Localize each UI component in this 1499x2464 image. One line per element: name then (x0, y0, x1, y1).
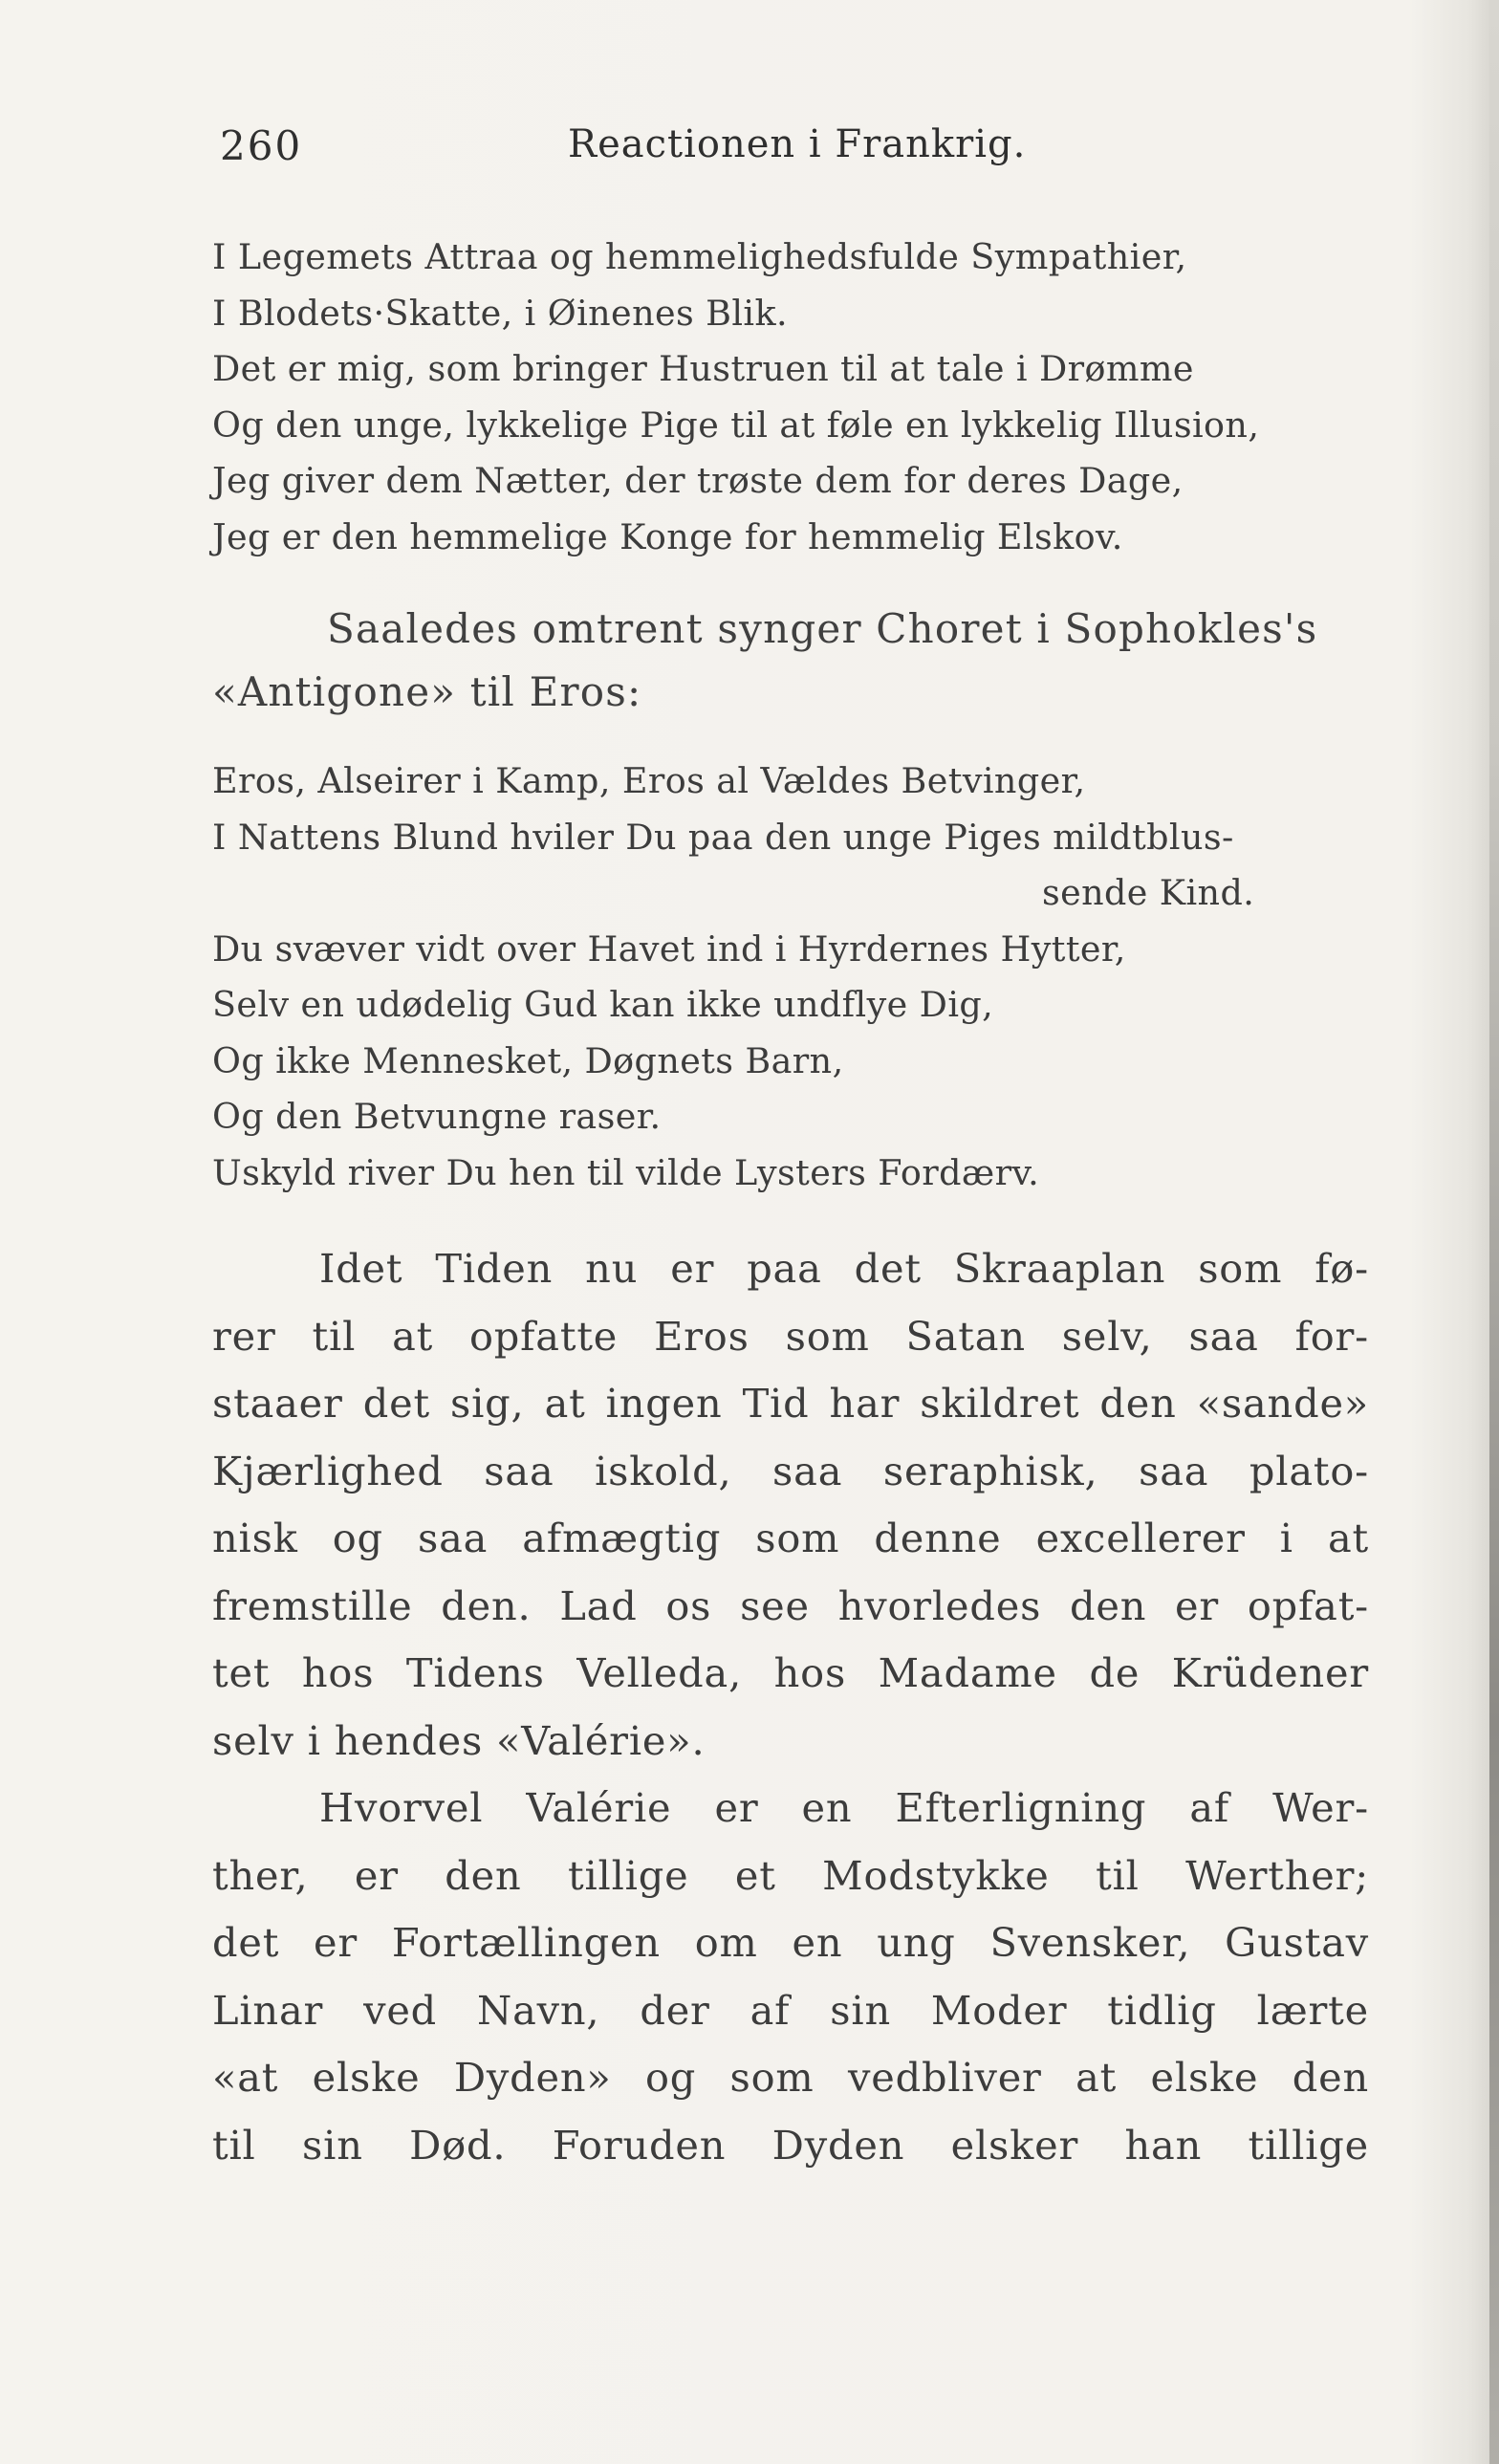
page-edge-shadow (1489, 0, 1499, 2464)
prose-line: staaer det sig, at ingen Tid har skildret den «sande» (212, 1380, 1369, 1427)
poem-line: Uskyld river Du hen til vilde Lysters Fordærv. (212, 1151, 1040, 1193)
poem-line: Og ikke Mennesket, Døgnets Barn, (212, 1039, 844, 1081)
poem-line-continuation: sende Kind. (1042, 872, 1255, 913)
poem-stanza-1 (212, 229, 1369, 565)
intro-paragraph (212, 598, 1369, 724)
page-header (212, 117, 1369, 184)
poem-line: Du svæver vidt over Havet ind i Hyrdernes Hytter, (212, 927, 1126, 970)
prose-line: nisk og saa afmægtig som denne excellerer i at (212, 1515, 1369, 1561)
poem-line: Og den unge, lykkelige Pige til at føle en lykkelig Illusion, (212, 403, 1260, 446)
poem-line: Selv en udødelig Gud kan ikke undflye Dig, (212, 984, 994, 1025)
running-head: Reactionen i Frankrig. (568, 122, 1027, 166)
prose-line: selv i hendes «Valérie». (212, 1716, 706, 1764)
poem-line: Det er mig, som bringer Hustruen til at tale i Drømme (212, 348, 1194, 389)
prose-line: Hvorvel Valérie er en Efterligning af Wer- (319, 1784, 1369, 1831)
prose-line: «at elske Dyden» og som vedbliver at elske den (212, 2054, 1369, 2101)
poem-line: Og den Betvungne raser. (212, 1096, 662, 1137)
prose-paragraph-1 (212, 1235, 1369, 1775)
prose-line: tet hos Tidens Velleda, hos Madame de Krüdener (212, 1649, 1369, 1696)
prose-line: rer til at opfatte Eros som Satan selv, saa for- (212, 1312, 1369, 1360)
poem-line: Eros, Alseirer i Kamp, Eros al Vældes Betvinger, (212, 760, 1086, 801)
poem-line: I Nattens Blund hviler Du paa den unge Piges mildtblus- (212, 816, 1234, 858)
page-number: 260 (220, 122, 303, 169)
prose-line: ther, er den tillige et Modstykke til Werther; (212, 1851, 1369, 1899)
intro-line: «Antigone» til Eros: (212, 668, 642, 715)
poem-stanza-2 (212, 753, 1369, 1201)
prose-line: fremstille den. Lad os see hvorledes den er opfat- (212, 1581, 1369, 1629)
prose-line: Idet Tiden nu er paa det Skraaplan som fø- (319, 1245, 1369, 1292)
poem-line: I Blodets·Skatte, i Øinenes Blik. (212, 292, 788, 334)
prose-paragraph-2 (212, 1775, 1369, 2179)
prose-line: Kjærlighed saa iskold, saa seraphisk, saa plato- (212, 1447, 1369, 1494)
prose-line: til sin Død. Foruden Dyden elsker han tillige (212, 2121, 1369, 2169)
intro-line: Saaledes omtrent synger Choret i Sophokles's (327, 605, 1318, 652)
poem-line: Jeg giver dem Nætter, der trøste dem for deres Dage, (212, 460, 1184, 501)
poem-line: Jeg er den hemmelige Konge for hemmelig Elskov. (212, 515, 1123, 557)
prose-line: det er Fortællingen om en ung Svensker, Gustav (212, 1919, 1369, 1966)
poem-line: I Legemets Attraa og hemmelighedsfulde Sympathier, (212, 236, 1187, 277)
prose-line: Linar ved Navn, der af sin Moder tidlig lærte (212, 1986, 1369, 2034)
